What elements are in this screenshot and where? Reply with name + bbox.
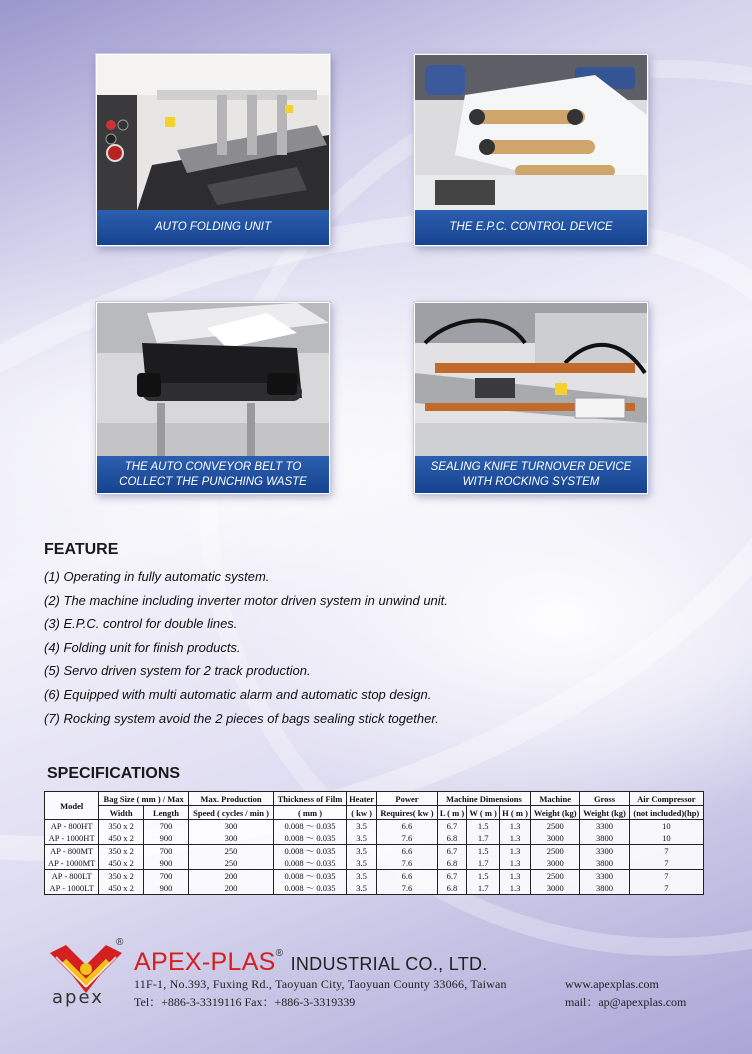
table-row xyxy=(45,845,704,858)
cell-width: 350 x 2 xyxy=(99,870,144,883)
cell-thickness: 0.008 ～ 0.035 xyxy=(274,870,347,883)
cell-heater: 3.5 xyxy=(346,857,376,870)
company-website[interactable]: www.apexplas.com xyxy=(565,977,659,991)
cell-h: 1.3 xyxy=(500,882,531,895)
epc-control-device-photo xyxy=(415,55,647,211)
cell-machine-weight: 3000 xyxy=(531,857,580,870)
cell-l: 6.8 xyxy=(437,832,466,845)
cell-w: 1.7 xyxy=(467,832,500,845)
cell-speed: 300 xyxy=(189,832,274,845)
sealing-knife-photo xyxy=(415,303,647,457)
cell-length: 900 xyxy=(143,882,188,895)
cell-l: 6.7 xyxy=(437,845,466,858)
caption-line: WITH ROCKING SYSTEM xyxy=(462,475,600,488)
col-machine-weight: Machine xyxy=(531,792,580,806)
table-row xyxy=(45,820,704,833)
cell-length: 700 xyxy=(143,845,188,858)
auto-folding-unit-photo xyxy=(97,55,329,211)
conveyor-belt-photo xyxy=(97,303,329,457)
cell-speed: 250 xyxy=(189,857,274,870)
cell-w: 1.5 xyxy=(467,845,500,858)
brand-name: APEX-PLAS xyxy=(134,948,276,976)
cell-heater: 3.5 xyxy=(346,882,376,895)
col-gross-weight: Gross xyxy=(580,792,629,806)
cell-length: 900 xyxy=(143,857,188,870)
feature-item: (3) E.P.C. control for double lines. xyxy=(44,616,238,632)
specifications-table xyxy=(44,791,704,895)
cell-power: 7.6 xyxy=(377,882,438,895)
col-l: L ( m ) xyxy=(437,806,466,820)
cell-air-compressor: 7 xyxy=(629,882,703,895)
cell-gross-weight: 3800 xyxy=(580,882,629,895)
cell-width: 450 x 2 xyxy=(99,832,144,845)
cell-machine-weight: 3000 xyxy=(531,832,580,845)
cell-l: 6.7 xyxy=(437,820,466,833)
cell-gross-weight: 3300 xyxy=(580,820,629,833)
col-h: H ( m ) xyxy=(500,806,531,820)
cell-gross-weight: 3300 xyxy=(580,870,629,883)
cell-machine-weight: 2500 xyxy=(531,845,580,858)
caption-text: AUTO FOLDING UNIT xyxy=(154,221,272,233)
cell-heater: 3.5 xyxy=(346,832,376,845)
registered-mark: ® xyxy=(275,948,284,959)
card-caption xyxy=(415,210,647,245)
col-air-compressor: Air Compressor xyxy=(629,792,703,806)
col-thickness-unit: ( mm ) xyxy=(274,806,347,820)
col-w: W ( m ) xyxy=(467,806,500,820)
col-max-production: Max. Production xyxy=(189,792,274,806)
photo-card-conveyor-belt xyxy=(96,302,330,494)
cell-model: AP - 800LT xyxy=(45,870,99,883)
cell-thickness: 0.008 ～ 0.035 xyxy=(274,882,347,895)
cell-power: 6.6 xyxy=(377,845,438,858)
cell-air-compressor: 10 xyxy=(629,820,703,833)
col-machine-weight-unit: Weight (kg) xyxy=(531,806,580,820)
cell-speed: 300 xyxy=(189,820,274,833)
col-power-unit: Requires( kw ) xyxy=(377,806,438,820)
cell-w: 1.7 xyxy=(467,857,500,870)
feature-item: (6) Equipped with multi automatic alarm and automatic stop design. xyxy=(44,686,432,702)
cell-w: 1.7 xyxy=(467,882,500,895)
table-row xyxy=(45,832,704,845)
col-bag-size: Bag Size ( mm ) / Max xyxy=(99,792,189,806)
cell-gross-weight: 3800 xyxy=(580,832,629,845)
logo-wordmark: apex xyxy=(52,987,104,1008)
cell-thickness: 0.008 ～ 0.035 xyxy=(274,857,347,870)
photo-card-auto-folding xyxy=(96,54,330,246)
cell-h: 1.3 xyxy=(500,832,531,845)
cell-heater: 3.5 xyxy=(346,845,376,858)
cell-model: AP - 800HT xyxy=(45,820,99,833)
cell-speed: 250 xyxy=(189,845,274,858)
cell-power: 7.6 xyxy=(377,832,438,845)
cell-l: 6.7 xyxy=(437,870,466,883)
col-model: Model xyxy=(45,792,99,820)
company-suffix: INDUSTRIAL CO., LTD. xyxy=(290,954,488,974)
photo-card-sealing-knife xyxy=(414,302,648,494)
cell-gross-weight: 3800 xyxy=(580,857,629,870)
feature-heading: FEATURE xyxy=(44,541,119,558)
col-thickness: Thickness of Film xyxy=(274,792,347,806)
cell-machine-weight: 3000 xyxy=(531,882,580,895)
cell-air-compressor: 7 xyxy=(629,845,703,858)
feature-item: (5) Servo driven system for 2 track production. xyxy=(44,663,311,679)
cell-l: 6.8 xyxy=(437,857,466,870)
feature-item: (2) The machine including inverter motor driven system in unwind unit. xyxy=(44,592,448,608)
company-email[interactable]: mail：ap@apexplas.com xyxy=(565,995,687,1009)
col-power: Power xyxy=(377,792,438,806)
cell-model: AP - 1000LT xyxy=(45,882,99,895)
cell-width: 450 x 2 xyxy=(99,857,144,870)
cell-thickness: 0.008 ～ 0.035 xyxy=(274,820,347,833)
cell-h: 1.3 xyxy=(500,820,531,833)
cell-air-compressor: 7 xyxy=(629,870,703,883)
cell-model: AP - 800MT xyxy=(45,845,99,858)
card-caption xyxy=(415,456,647,493)
cell-heater: 3.5 xyxy=(346,820,376,833)
cell-length: 700 xyxy=(143,820,188,833)
cell-machine-weight: 2500 xyxy=(531,820,580,833)
company-phone-fax: Tel：+886-3-3319116 Fax：+886-3-3319339 xyxy=(134,995,356,1009)
cell-length: 900 xyxy=(143,832,188,845)
company-address: 11F-1, No.393, Fuxing Rd., Taoyuan City, Taoyuan County 33066, Taiwan xyxy=(134,977,507,991)
cell-air-compressor: 10 xyxy=(629,832,703,845)
table-row xyxy=(45,882,704,895)
feature-item: (7) Rocking system avoid the 2 pieces of bags sealing stick together. xyxy=(44,710,439,726)
cell-gross-weight: 3300 xyxy=(580,845,629,858)
cell-width: 350 x 2 xyxy=(99,845,144,858)
cell-h: 1.3 xyxy=(500,857,531,870)
feature-item: (1) Operating in fully automatic system. xyxy=(44,569,270,584)
cell-model: AP - 1000HT xyxy=(45,832,99,845)
cell-w: 1.5 xyxy=(467,820,500,833)
company-name xyxy=(134,948,488,977)
card-caption xyxy=(97,210,329,245)
feature-list xyxy=(44,565,448,730)
caption-line: COLLECT THE PUNCHING WASTE xyxy=(119,475,307,488)
col-air-unit: (not included)(hp) xyxy=(629,806,703,820)
cell-power: 7.6 xyxy=(377,857,438,870)
col-speed: Speed ( cycles / min ) xyxy=(189,806,274,820)
cell-speed: 200 xyxy=(189,882,274,895)
cell-width: 450 x 2 xyxy=(99,882,144,895)
cell-model: AP - 1000MT xyxy=(45,857,99,870)
caption-line: SEALING KNIFE TURNOVER DEVICE xyxy=(430,460,632,473)
feature-item: (4) Folding unit for finish products. xyxy=(44,639,241,655)
cell-h: 1.3 xyxy=(500,870,531,883)
photo-card-epc-control xyxy=(414,54,648,246)
col-dimensions: Machine Dimensions xyxy=(437,792,530,806)
cell-h: 1.3 xyxy=(500,845,531,858)
col-heater-unit: ( kw ) xyxy=(346,806,376,820)
svg-text:®: ® xyxy=(116,937,124,948)
table-row xyxy=(45,870,704,883)
caption-line: THE AUTO CONVEYOR BELT TO xyxy=(124,460,302,473)
cell-power: 6.6 xyxy=(377,820,438,833)
cell-air-compressor: 7 xyxy=(629,857,703,870)
cell-speed: 200 xyxy=(189,870,274,883)
cell-width: 350 x 2 xyxy=(99,820,144,833)
cell-thickness: 0.008 ～ 0.035 xyxy=(274,845,347,858)
table-row xyxy=(45,857,704,870)
cell-l: 6.8 xyxy=(437,882,466,895)
cell-thickness: 0.008 ～ 0.035 xyxy=(274,832,347,845)
col-length: Length xyxy=(143,806,188,820)
col-width: Width xyxy=(99,806,144,820)
cell-heater: 3.5 xyxy=(346,870,376,883)
cell-machine-weight: 2500 xyxy=(531,870,580,883)
col-heater: Heater xyxy=(346,792,376,806)
col-gross-weight-unit: Weight (kg) xyxy=(580,806,629,820)
specifications-heading: SPECIFICATIONS xyxy=(47,765,181,782)
caption-text: THE E.P.C. CONTROL DEVICE xyxy=(449,221,613,233)
cell-power: 6.6 xyxy=(377,870,438,883)
cell-length: 700 xyxy=(143,870,188,883)
cell-w: 1.5 xyxy=(467,870,500,883)
card-caption xyxy=(97,456,329,493)
